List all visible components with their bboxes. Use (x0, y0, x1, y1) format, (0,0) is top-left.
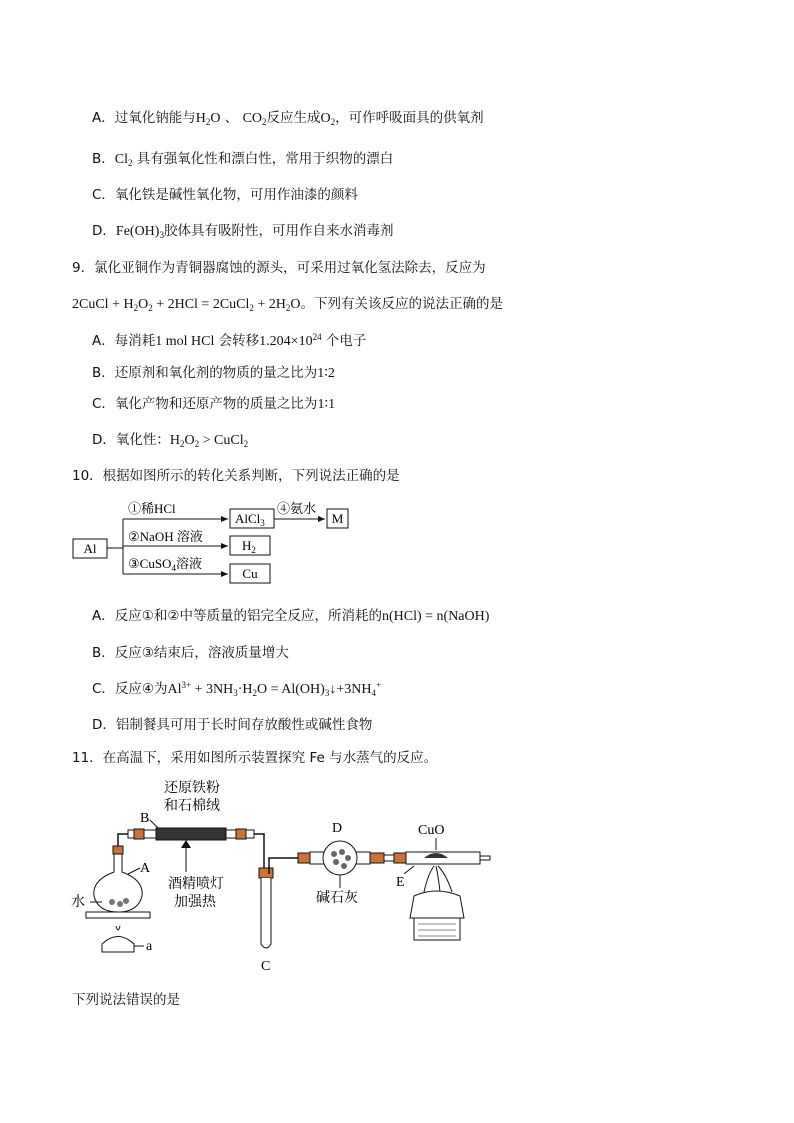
iron-tube (156, 828, 226, 840)
text: 氧化产物和还原产物的质量之比为 (114, 396, 318, 412)
q9-option-c (92, 394, 335, 415)
q11-stem: 11．在高温下，采用如图所示装置探究 Fe 与水蒸气的反应。 (72, 750, 438, 766)
formula-o2: $O_2$ (320, 111, 336, 127)
q11-tail: 下列说法错误的是 (72, 992, 180, 1008)
option-label: C． (92, 681, 115, 697)
alcl3-label: AlCl$_3$ (235, 511, 265, 528)
ratio: 1∶1 (317, 397, 336, 412)
text: ，可作呼吸面具的供氧剂 (335, 110, 484, 126)
text: 氧化性： (115, 432, 170, 448)
drying-tube-d (323, 841, 357, 875)
option-label: D． (92, 432, 116, 448)
q8-option-b (92, 149, 393, 170)
label-iron2: 和石棉绒 (164, 798, 220, 814)
text: 反应④为 (114, 681, 168, 697)
q9-option-d (92, 430, 248, 451)
q9-equation-line (72, 294, 503, 315)
q9-stem: 9．氯化亚铜作为青铜器腐蚀的源头，可采用过氧化氢法除去，反应为 (72, 260, 486, 276)
label-lamp: 酒精喷灯 (168, 876, 224, 892)
text: 个电子 (325, 333, 367, 349)
equation: 2CuCl + $H_2O_2 + 2HCl$ = 2CuCl$_2$ + $2H_2O$ (72, 297, 301, 313)
alcohol-lamp (102, 937, 134, 953)
label-lime: 碱石灰 (316, 890, 358, 906)
reagent-3: ③CuSO$_4$溶液 (128, 556, 202, 573)
q10-option-a (92, 606, 489, 627)
label-a-lower: a (146, 939, 153, 954)
label-iron: 还原铁粉 (164, 780, 220, 796)
formula: $H_2O_2$ > CuCl$_2$ (169, 433, 249, 449)
formula: n(HCl) = n(NaOH) (381, 609, 490, 624)
q10-stem: 10．根据如图所示的转化关系判断，下列说法正确的是 (72, 468, 400, 484)
text: 胶体具有吸附性，可用作自来水消毒剂 (163, 223, 394, 239)
label-water: 水 (71, 894, 85, 910)
text: 、 (224, 110, 239, 126)
option-label: D． (92, 717, 116, 733)
option-label: D． (92, 223, 116, 239)
option-label: C． (92, 396, 115, 412)
label-e: E (396, 875, 405, 890)
q9-option-b (92, 363, 335, 384)
formula-h2o: $H_2O$ (195, 111, 221, 127)
test-tube-c (261, 878, 271, 948)
text: 过氧化钠能与 (114, 110, 196, 126)
label-lamp2: 加强热 (174, 894, 216, 910)
q8-option-d (92, 221, 393, 242)
q9-option-a (92, 331, 366, 352)
text: 反应生成 (266, 110, 321, 126)
q10-transformation-diagram (70, 496, 360, 588)
ratio: 1∶2 (317, 366, 335, 381)
al-label: Al (83, 541, 97, 556)
option-label: A． (92, 608, 115, 624)
label-cuo: CuO (418, 823, 445, 838)
reagent-4: ④氨水 (277, 501, 317, 516)
option-label: B． (92, 645, 115, 661)
label-a: A (140, 861, 151, 876)
text: 还原剂和氧化剂的物质的量之比为 (114, 365, 318, 381)
formula: 1 mol HCl (155, 334, 215, 349)
label-d: D (332, 821, 343, 836)
label-b: B (140, 811, 150, 826)
h2-label: $H_2$ (242, 538, 256, 555)
text: 铝制餐具可用于长时间存放酸性或碱性食物 (115, 717, 373, 733)
text: 具有强氧化性和漂白性，常用于织物的漂白 (136, 151, 394, 167)
number: $1.204\times 10^{24}$ (259, 332, 322, 349)
reagent-1: ①稀HCl (128, 501, 176, 516)
text: 。下列有关该反应的说法正确的是 (300, 296, 504, 312)
equation: $Al^{3+} + 3NH_3\cdot H_2O$ = $Al(OH)_3↓+3NH_4^+$ (167, 680, 382, 698)
text: 会转移 (218, 333, 260, 349)
text: 每消耗 (114, 333, 156, 349)
q10-option-d (92, 715, 372, 735)
m-label: M (331, 511, 344, 526)
q11-apparatus-diagram (68, 774, 498, 974)
formula-feoh3: $Fe(OH)_3$ (115, 224, 164, 240)
text: 反应①和②中等质量的铝完全反应，所消耗的 (114, 608, 382, 624)
option-label: A． (92, 110, 115, 126)
option-label: C． (92, 187, 115, 203)
formula-co2: $CO_2$ (242, 111, 267, 127)
q10-option-b (92, 643, 289, 663)
text: 氧化铁是碱性氧化物，可用作油漆的颜料 (114, 187, 358, 203)
spirit-lamp-e (410, 891, 464, 918)
text: 反应③结束后，溶液质量增大 (114, 645, 289, 661)
formula-cl2: $Cl_2$ (114, 152, 133, 168)
option-label: B． (92, 151, 115, 167)
option-label: A． (92, 333, 115, 349)
stopper (236, 829, 246, 839)
option-label: B． (92, 365, 115, 381)
reagent-2: ②NaOH 溶液 (128, 529, 203, 544)
q10-option-c (92, 679, 381, 700)
label-c: C (261, 959, 271, 974)
q8-option-c (92, 185, 358, 205)
cu-label: Cu (242, 566, 258, 581)
q8-option-a (92, 108, 484, 129)
